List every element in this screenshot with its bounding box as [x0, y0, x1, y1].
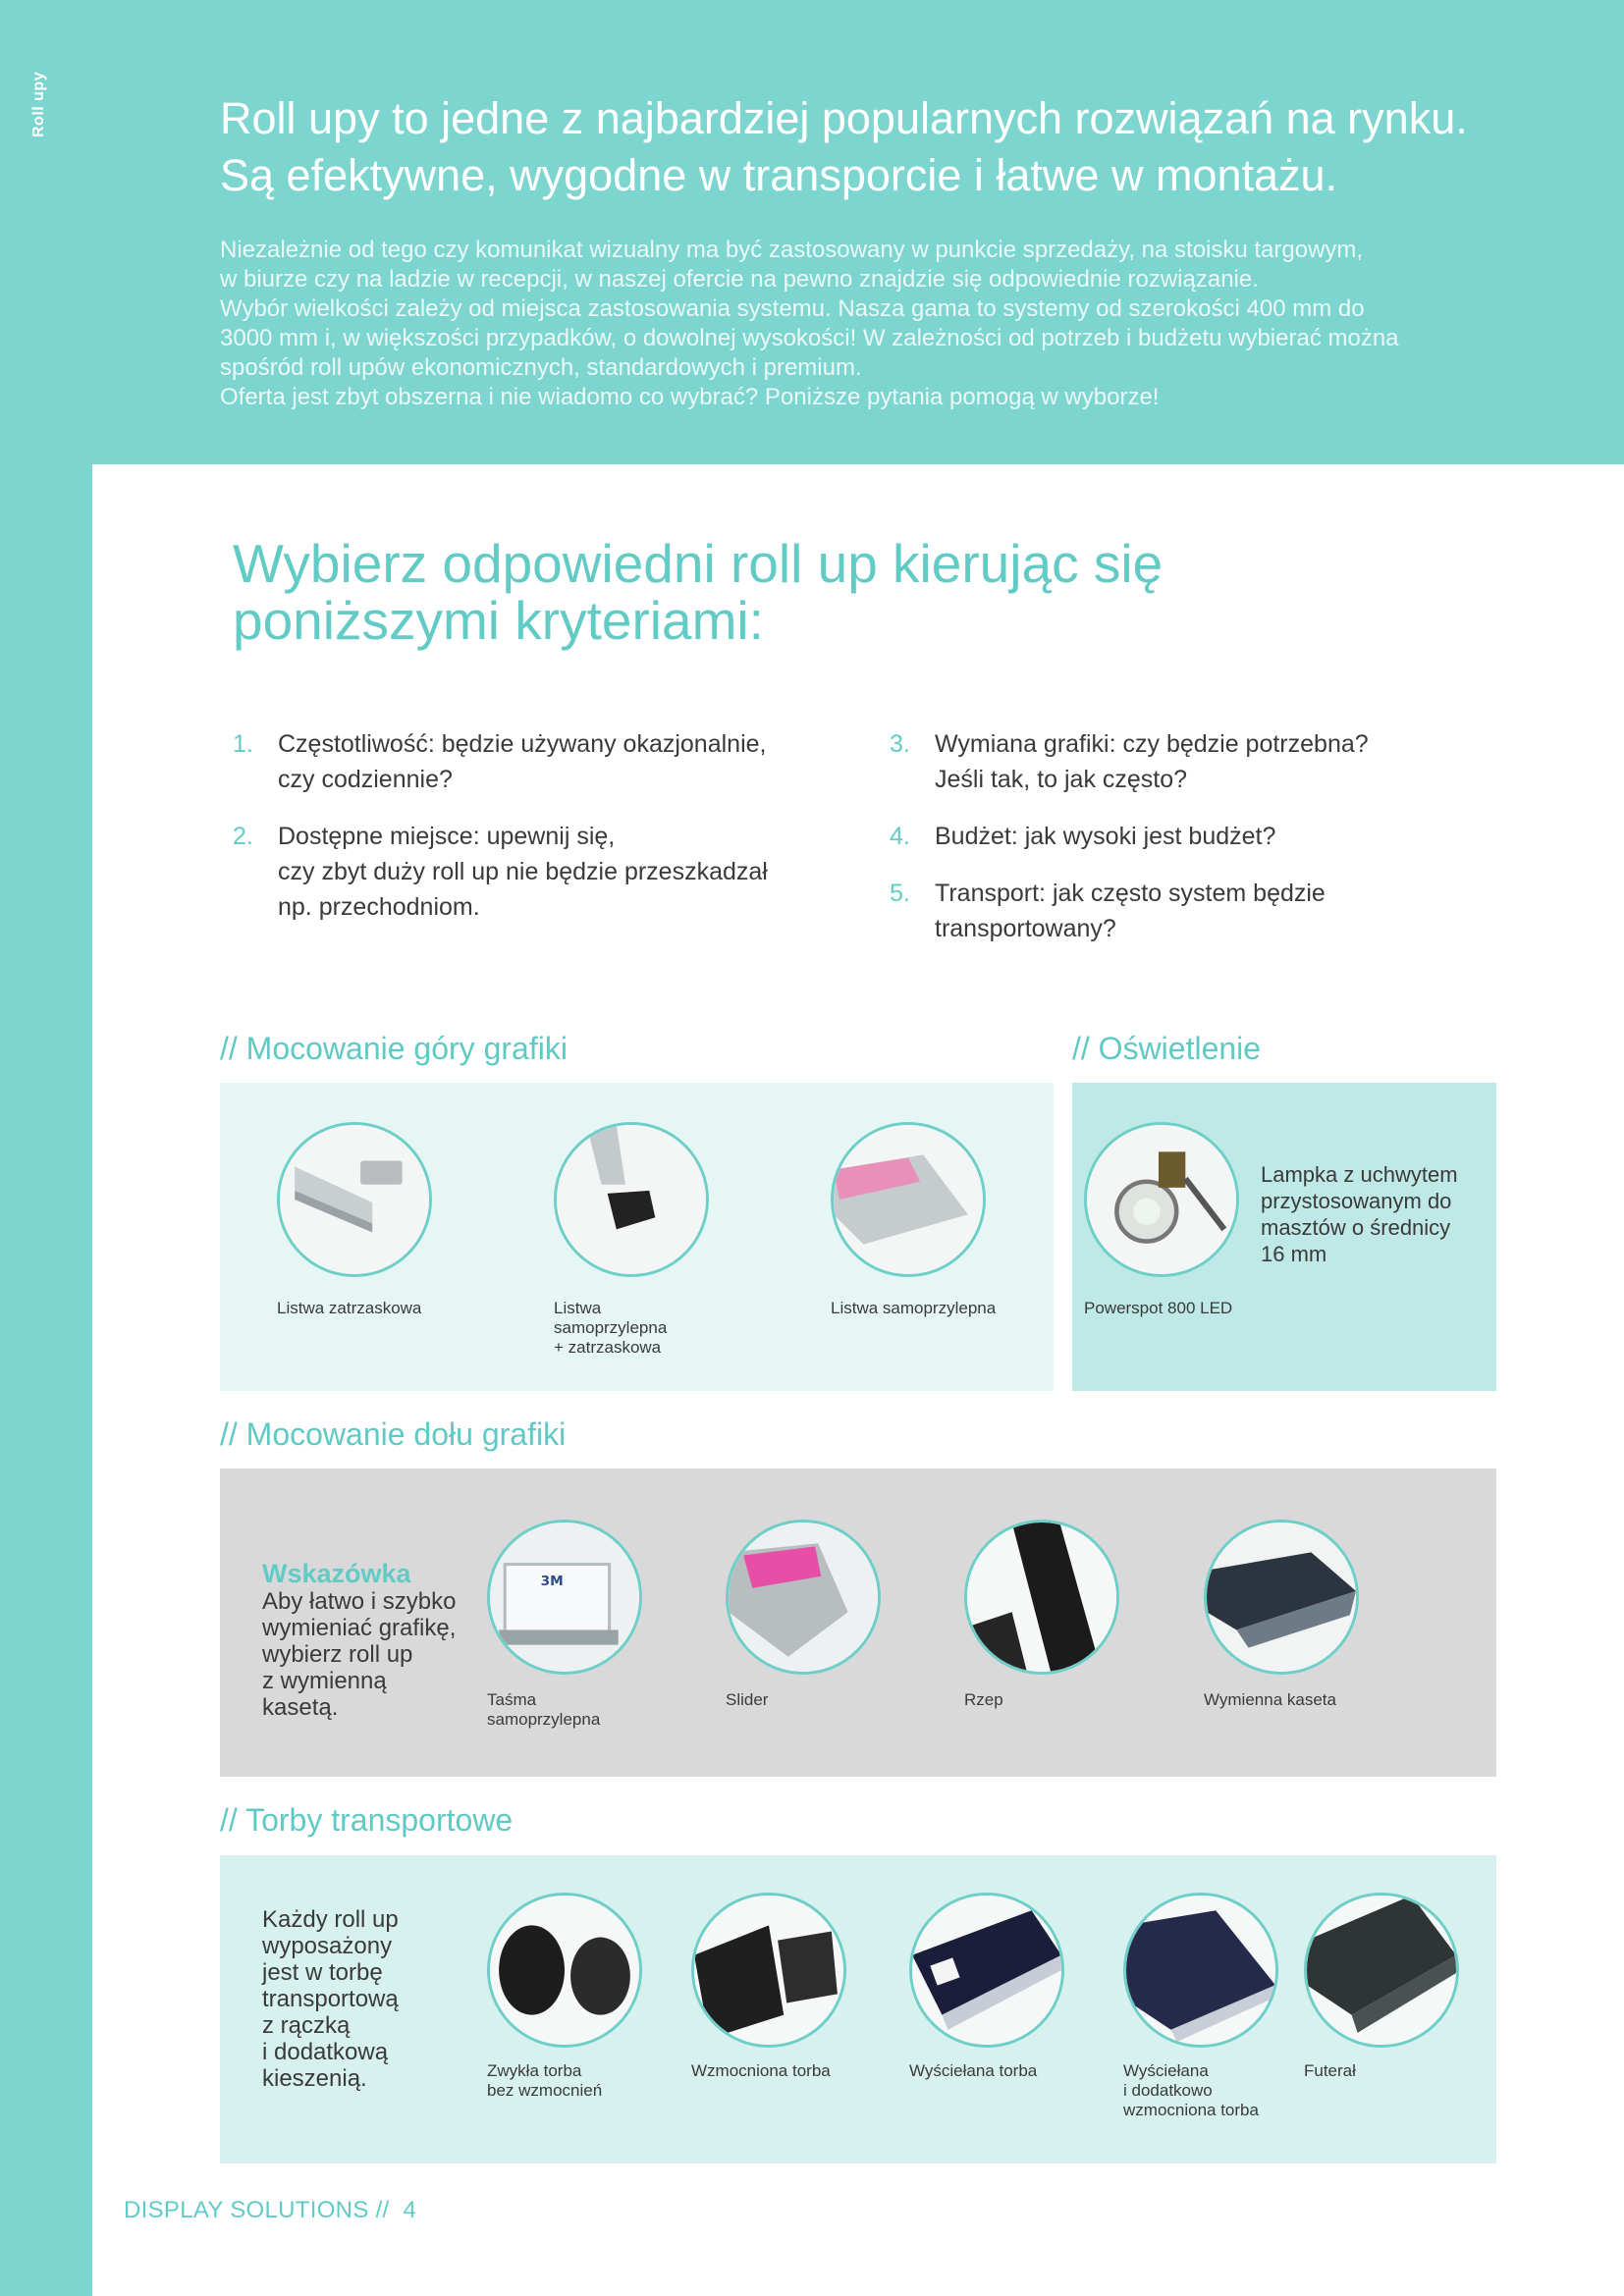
- top-mount-panel: [220, 1083, 1054, 1391]
- reinforced-bag-icon: [691, 1893, 846, 2048]
- criteria-text: Wymiana grafiki: czy będzie potrzebna?: [935, 730, 1369, 758]
- hero-text-line: Oferta jest zbyt obszerna i nie wiadomo co wybrać? Poniższe pytania pomogą w wyborze!: [220, 384, 1160, 410]
- caption-line: Wyściełana torba: [909, 2061, 1038, 2080]
- svg-text:3M: 3M: [540, 1573, 564, 1589]
- hero-title-line: Roll upy to jedne z najbardziej popularnych rozwiązań na rynku.: [220, 93, 1468, 143]
- hero-text-line: spośród roll upów ekonomicznych, standardowych i premium.: [220, 354, 862, 381]
- tip-line: kasetą.: [262, 1694, 339, 1721]
- tip-line: wymieniać grafikę,: [262, 1615, 457, 1641]
- criteria-item: [233, 819, 861, 925]
- criteria-number: 4.: [890, 823, 910, 850]
- adhesive-rail-icon: [831, 1122, 986, 1277]
- criteria-item: [890, 726, 1518, 797]
- caption-velcro: [964, 1690, 1003, 1710]
- footer-brand: DISPLAY SOLUTIONS //: [124, 2197, 390, 2223]
- criteria-number: 1.: [233, 730, 253, 758]
- caption-hard-case: [1304, 2061, 1356, 2081]
- bags-note-line: Każdy roll up: [262, 1906, 399, 1933]
- bags-note-line: kieszenią.: [262, 2065, 367, 2092]
- lighting-panel: [1072, 1083, 1496, 1391]
- bags-note-line: i dodatkową: [262, 2039, 389, 2065]
- hero-text-line: Wybór wielkości zależy od miejsca zastosowania systemu. Nasza gama to systemy od szerokości 400 mm do: [220, 295, 1365, 322]
- caption-cassette: [1204, 1690, 1336, 1710]
- caption-line: Powerspot 800 LED: [1084, 1299, 1233, 1317]
- bags-panel: [220, 1855, 1496, 2163]
- criteria-number: 2.: [233, 823, 253, 850]
- caption-line: Listwa zatrzaskowa: [277, 1299, 422, 1317]
- criteria-list-left: [233, 726, 861, 946]
- caption-adhesive-rail: [831, 1299, 996, 1318]
- caption-line: Taśma: [487, 1690, 537, 1709]
- criteria-text: Jeśli tak, to jak często?: [935, 766, 1188, 793]
- caption-line: Listwa samoprzylepna: [831, 1299, 997, 1317]
- caption-line: Wymienna kaseta: [1204, 1690, 1336, 1709]
- bottom-mount-panel: [220, 1468, 1496, 1777]
- caption-line: Listwa: [554, 1299, 602, 1317]
- bottom-mount-title: // Mocowanie dołu grafiki: [220, 1416, 567, 1452]
- caption-padded-reinforced-bag: [1123, 2061, 1259, 2120]
- adhesive-tape-icon: [487, 1520, 642, 1675]
- adhesive-snap-rail-icon: [554, 1122, 709, 1277]
- criteria-text: czy codziennie?: [278, 766, 453, 793]
- plain-bag-icon: [487, 1893, 642, 2048]
- criteria-text: transportowany?: [935, 915, 1116, 942]
- caption-line: Wyściełana: [1123, 2061, 1209, 2080]
- caption-line: Zwykła torba: [487, 2061, 582, 2080]
- criteria-title-line: poniższymi kryteriami:: [233, 590, 764, 651]
- hero-title: [220, 90, 1555, 204]
- caption-line: samoprzylepna: [554, 1318, 668, 1337]
- criteria-item: [890, 819, 1518, 854]
- bags-note-line: jest w torbę: [262, 1959, 383, 1986]
- caption-adhesive-tape: [487, 1690, 600, 1730]
- criteria-text: Budżet: jak wysoki jest budżet?: [935, 823, 1276, 850]
- caption-line: + zatrzaskowa: [554, 1338, 662, 1357]
- tip-line: Aby łatwo i szybko: [262, 1588, 457, 1615]
- caption-snap-rail: [277, 1299, 421, 1318]
- caption-line: Futerał: [1304, 2061, 1356, 2080]
- hero-text-line: Niezależnie od tego czy komunikat wizualny ma być zastosowany w punkcie sprzedaży, na stoisku targowym,: [220, 237, 1364, 263]
- slider-icon: [726, 1520, 881, 1675]
- criteria-title-line: Wybierz odpowiedni roll up kierując się: [233, 533, 1164, 594]
- lighting-text-line: 16 mm: [1261, 1242, 1327, 1266]
- padded-bag-icon: [909, 1893, 1064, 2048]
- velcro-strap-icon: [964, 1520, 1119, 1675]
- caption-plain-bag: [487, 2061, 602, 2101]
- criteria-number: 3.: [890, 730, 910, 758]
- caption-line: Wzmocniona torba: [691, 2061, 831, 2080]
- top-mount-title: // Mocowanie góry grafiki: [220, 1031, 568, 1066]
- caption-reinforced-bag: [691, 2061, 831, 2081]
- caption-slider: [726, 1690, 768, 1710]
- side-band: [0, 0, 92, 2296]
- padded-reinforced-bag-icon: [1123, 1893, 1278, 2048]
- criteria-text: np. przechodniom.: [278, 893, 480, 921]
- tip-note: [262, 1560, 456, 1721]
- criteria-item: [890, 876, 1518, 946]
- caption-line: samoprzylepna: [487, 1710, 601, 1729]
- bags-note: [262, 1906, 399, 2092]
- cassette-icon: [1204, 1520, 1359, 1675]
- bags-note-line: transportową: [262, 1986, 399, 2012]
- caption-adhesive-snap-rail: [554, 1299, 667, 1358]
- caption-powerspot: [1084, 1299, 1232, 1318]
- caption-padded-bag: [909, 2061, 1037, 2081]
- caption-line: Slider: [726, 1690, 769, 1709]
- criteria-text: czy zbyt duży roll up nie będzie przeszkadzał: [278, 858, 768, 885]
- lighting-text-line: Lampka z uchwytem: [1261, 1162, 1458, 1187]
- caption-line: i dodatkowo: [1123, 2081, 1213, 2100]
- page-number: 4: [403, 2197, 417, 2223]
- bags-note-line: z rączką: [262, 2012, 351, 2039]
- hero-title-line: Są efektywne, wygodne w transporcie i łatwe w montażu.: [220, 150, 1338, 200]
- criteria-title: [233, 535, 1313, 649]
- hard-case-icon: [1304, 1893, 1459, 2048]
- lighting-text-line: masztów o średnicy: [1261, 1215, 1451, 1240]
- caption-line: bez wzmocnień: [487, 2081, 603, 2100]
- criteria-item: [233, 726, 861, 797]
- hero-text-line: 3000 mm i, w większości przypadków, o dowolnej wysokości! W zależności od potrzeb i budżetu wybierać można: [220, 325, 1399, 351]
- bags-title: // Torby transportowe: [220, 1802, 514, 1838]
- tip-line: z wymienną: [262, 1668, 387, 1694]
- caption-line: Rzep: [964, 1690, 1003, 1709]
- criteria-text: Częstotliwość: będzie używany okazjonalnie,: [278, 730, 767, 758]
- led-spotlight-icon: [1084, 1122, 1239, 1277]
- tip-heading: Wskazówka: [262, 1559, 411, 1588]
- lighting-description: [1261, 1161, 1458, 1267]
- hero-text-line: w biurze czy na ladzie w recepcji, w naszej ofercie na pewno znajdzie się odpowiednie rozwiązanie.: [220, 266, 1259, 293]
- hero-paragraph: [220, 236, 1526, 412]
- criteria-text: Transport: jak często system będzie: [935, 880, 1326, 907]
- criteria-text: Dostępne miejsce: upewnij się,: [278, 823, 616, 850]
- lighting-title: // Oświetlenie: [1072, 1031, 1262, 1066]
- bags-note-line: wyposażony: [262, 1933, 393, 1959]
- criteria-number: 5.: [890, 880, 910, 907]
- tip-line: wybierz roll up: [262, 1641, 413, 1668]
- snap-rail-icon: [277, 1122, 432, 1277]
- page-footer: [124, 2197, 416, 2224]
- section-label: Roll upy: [30, 71, 47, 137]
- caption-line: wzmocniona torba: [1123, 2101, 1259, 2119]
- criteria-list-right: [890, 726, 1518, 968]
- lighting-text-line: przystosowanym do: [1261, 1189, 1452, 1213]
